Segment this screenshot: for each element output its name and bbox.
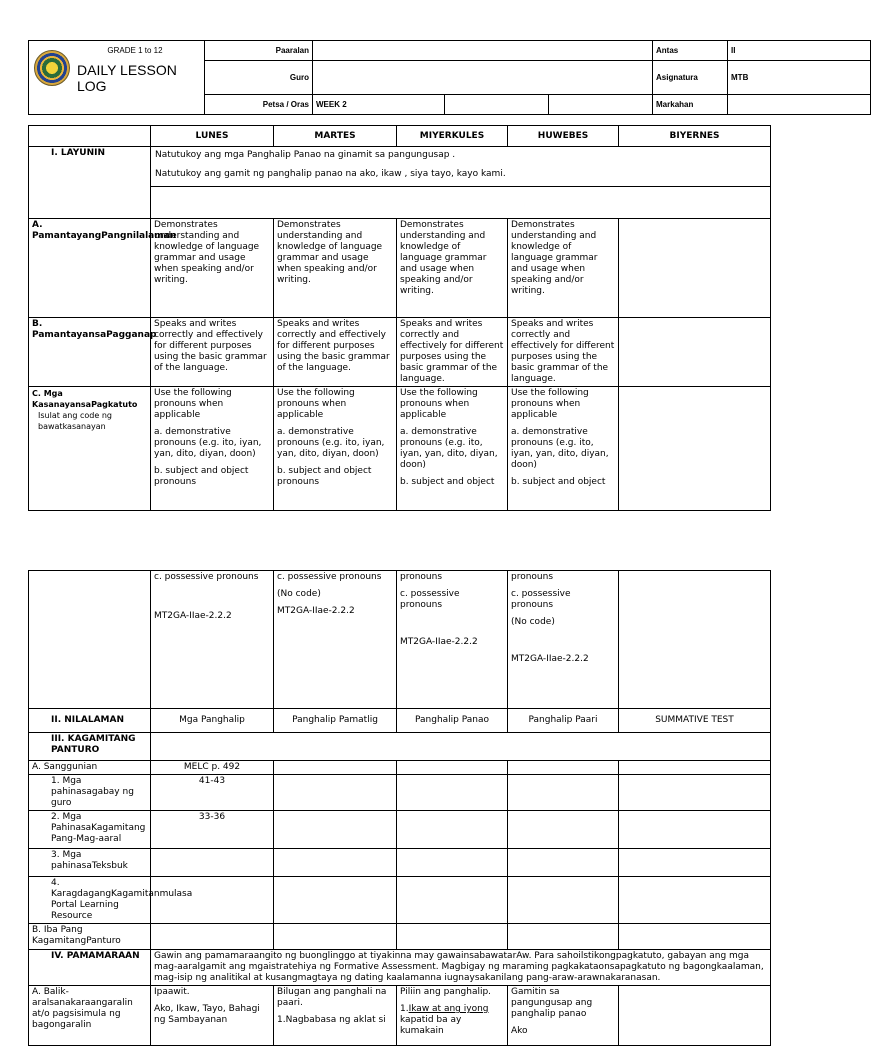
antas-label: Antas	[653, 41, 728, 61]
continued-huwebes	[508, 571, 619, 709]
mag-aaral-label: 2. Mga PahinasaKagamitang Pang-Mag-aaral	[29, 811, 151, 849]
possessive-pronouns: c. possessive pronouns	[277, 572, 382, 582]
kasanayan-b: b. subject and object pronouns	[154, 466, 249, 487]
kasanayan-lunes	[151, 387, 274, 511]
kasanayan-a: a. demonstrative pronouns (e.g. ito, iyan, yan, dito, diyan, doon)	[511, 427, 609, 470]
continued-martes	[274, 571, 397, 709]
pamantayang-biyernes	[619, 219, 771, 318]
pamantayang-huwebes: Demonstrates understanding and knowledge of language grammar and usage when speaking and/or writing.	[508, 219, 619, 318]
pagganap-martes: Speaks and writes correctly and effectively for different purposes using the basic grammar of the language.	[274, 318, 397, 387]
melc-code: MT2GA-IIae-2.2.2	[277, 606, 355, 616]
balik-huwebes-1: Gamitin sa pangungusap ang panghalip panao	[511, 987, 593, 1019]
no-code: (No code)	[511, 617, 555, 627]
balik-lunes-2: Ako, Ikaw, Tayo, Bahagi ng Sambayanan	[154, 1004, 260, 1025]
pamamaraan-note: Gawin ang pamamaraangito ng buonglinggo at tiyakinna may gawainsabawatarAw. Para sahoilstikongpagkatuto, gabayan ang mga mag-aaralgamit ang mgaistratehiya ng Formative Assessment. Magbigay ng maraming pagkakataonsapagkatuto ng bagongkaalaman, mag-isip ng analitikal at kusangmagtaya ng dating kaalamanna iugnaysakanilang pang-araw-arawnakaranasan.	[151, 950, 771, 986]
markahan-value	[728, 95, 871, 115]
day-header-martes: MARTES	[274, 126, 397, 147]
sanggunian-value: MELC p. 492	[151, 761, 274, 775]
day-header-lunes: LUNES	[151, 126, 274, 147]
possessive-pronouns: c. possessive pronouns	[400, 589, 460, 610]
objective-1: Natutukoy ang mga Panghalip Panao na ginamit sa pangungusap .	[155, 150, 456, 160]
kasanayan-sublabel: Isulat ang code ng bawatkasanayan	[38, 411, 112, 431]
gabay-value: 41-43	[151, 775, 274, 811]
pamantayang-label: A. PamantayangPangnilalaman	[29, 219, 151, 318]
paaralan-value	[313, 41, 653, 61]
teksbuk-label: 3. Mga pahinasaTeksbuk	[29, 849, 151, 877]
balik-miyerkules-1: Piliin ang panghalip.	[400, 987, 492, 997]
markahan-label: Markahan	[653, 95, 728, 115]
kasanayan-b: b. subject and object pronouns	[277, 466, 372, 487]
kasanayan-a: a. demonstrative pronouns (e.g. ito, iyan, yan, dito, diyan, doon)	[400, 427, 498, 470]
day-header-huwebes: HUWEBES	[508, 126, 619, 147]
pagganap-lunes: Speaks and writes correctly and effectively for different purposes using the basic grammar of the language.	[151, 318, 274, 387]
kasanayan-label-cell	[29, 387, 151, 511]
nilalaman-label: II. NILALAMAN	[29, 709, 151, 733]
pagganap-biyernes	[619, 318, 771, 387]
melc-code: MT2GA-IIae-2.2.2	[154, 611, 232, 621]
pagganap-huwebes: Speaks and writes correctly and effectively for different purposes using the basic grammar of the language.	[508, 318, 619, 387]
grade-label: GRADE 1 to 12	[29, 41, 205, 61]
iba-label: B. Iba Pang KagamitangPanturo	[29, 924, 151, 950]
pagganap-miyerkules: Speaks and writes correctly and effectively for different purposes using the basic grammar of the language.	[397, 318, 508, 387]
day-header-biyernes: BIYERNES	[619, 126, 771, 147]
layunin-objectives	[151, 147, 771, 219]
balik-aral-label: A. Balik-aralsanakaraangaralin at/o pagsisimula ng bagongaralin	[29, 986, 151, 1046]
nilalaman-huwebes: Panghalip Paari	[508, 709, 619, 733]
objective-2: Natutukoy ang gamit ng panghalip panao na ako, ikaw , siya tayo, kayo kami.	[155, 169, 506, 179]
kasanayan-huwebes	[508, 387, 619, 511]
melc-code: MT2GA-IIae-2.2.2	[511, 654, 589, 664]
continued-lunes	[151, 571, 274, 709]
kasanayan-intro: Use the following pronouns when applicable	[511, 388, 589, 420]
mag-aaral-value: 33-36	[151, 811, 274, 849]
kasanayan-martes	[274, 387, 397, 511]
layunin-label: I. LAYUNIN	[29, 147, 151, 219]
balik-martes-1: Bilugan ang panghali na paari.	[277, 987, 387, 1008]
lr-label: 4. KaragdagangKagamitanmulasa Portal Learning Resource	[29, 877, 151, 924]
kasanayan-b: b. subject and object	[400, 477, 495, 487]
kagamitang-label: III. KAGAMITANG PANTURO	[29, 733, 151, 761]
pamantayang-martes: Demonstrates understanding and knowledge of language grammar and usage when speaking and/or writing.	[274, 219, 397, 318]
possessive-pronouns: c. possessive pronouns	[154, 572, 259, 582]
lesson-table-2	[28, 570, 771, 1046]
kasanayan-a: a. demonstrative pronouns (e.g. ito, iyan, yan, dito, diyan, doon)	[277, 427, 385, 459]
nilalaman-martes: Panghalip Pamatlig	[274, 709, 397, 733]
lesson-table-1	[28, 125, 771, 511]
nilalaman-miyerkules: Panghalip Panao	[397, 709, 508, 733]
pamamaraan-label: IV. PAMAMARAAN	[29, 950, 151, 986]
possessive-pronouns: c. possessive pronouns	[511, 589, 571, 610]
guro-value	[313, 61, 653, 95]
antas-value: II	[728, 41, 871, 61]
petsa-label: Petsa / Oras	[205, 95, 313, 115]
header-table	[28, 40, 871, 115]
pagganap-label: B. PamantayansaPagganap	[29, 318, 151, 387]
pamantayang-lunes: Demonstrates understanding and knowledge of language grammar and usage when speaking and/or writing.	[151, 219, 274, 318]
pamantayang-miyerkules: Demonstrates understanding and knowledge of language grammar and usage when speaking and/or writing.	[397, 219, 508, 318]
nilalaman-biyernes: SUMMATIVE TEST	[619, 709, 771, 733]
balik-lunes-1: Ipaawit.	[154, 987, 190, 997]
continued-miyerkules	[397, 571, 508, 709]
balik-miyerkules	[397, 986, 508, 1046]
gabay-label: 1. Mga pahinasagabay ng guro	[29, 775, 151, 811]
kasanayan-intro: Use the following pronouns when applicable	[277, 388, 355, 420]
balik-martes	[274, 986, 397, 1046]
page-title: DAILY LESSON LOG	[29, 61, 205, 95]
balik-huwebes	[508, 986, 619, 1046]
kasanayan-miyerkules	[397, 387, 508, 511]
asignatura-label: Asignatura	[653, 61, 728, 95]
balik-huwebes-2: Ako	[511, 1026, 528, 1036]
nilalaman-lunes: Mga Panghalip	[151, 709, 274, 733]
balik-martes-2: 1.Nagbabasa ng aklat si	[277, 1015, 386, 1025]
guro-label: Guro	[205, 61, 313, 95]
asignatura-value: MTB	[728, 61, 871, 95]
balik-miyerkules-3: kapatid ba ay kumakain	[400, 1015, 462, 1036]
balik-lunes	[151, 986, 274, 1046]
kasanayan-label: C. Mga KasanayansaPagkatuto	[32, 389, 138, 409]
pronouns-text: pronouns	[511, 572, 554, 582]
pronouns-text: pronouns	[400, 572, 443, 582]
paaralan-label: Paaralan	[205, 41, 313, 61]
balik-miyerkules-2: 1.Ikaw at ang iyong	[400, 1004, 489, 1014]
kasanayan-b: b. subject and object	[511, 477, 606, 487]
day-header-miyerkules: MIYERKULES	[397, 126, 508, 147]
kasanayan-a: a. demonstrative pronouns (e.g. ito, iyan, yan, dito, diyan, doon)	[154, 427, 262, 459]
sanggunian-label: A. Sanggunian	[29, 761, 151, 775]
petsa-value: WEEK 2	[313, 95, 445, 115]
no-code: (No code)	[277, 589, 321, 599]
kasanayan-intro: Use the following pronouns when applicable	[400, 388, 478, 420]
melc-code: MT2GA-IIae-2.2.2	[400, 637, 478, 647]
kasanayan-intro: Use the following pronouns when applicable	[154, 388, 232, 420]
